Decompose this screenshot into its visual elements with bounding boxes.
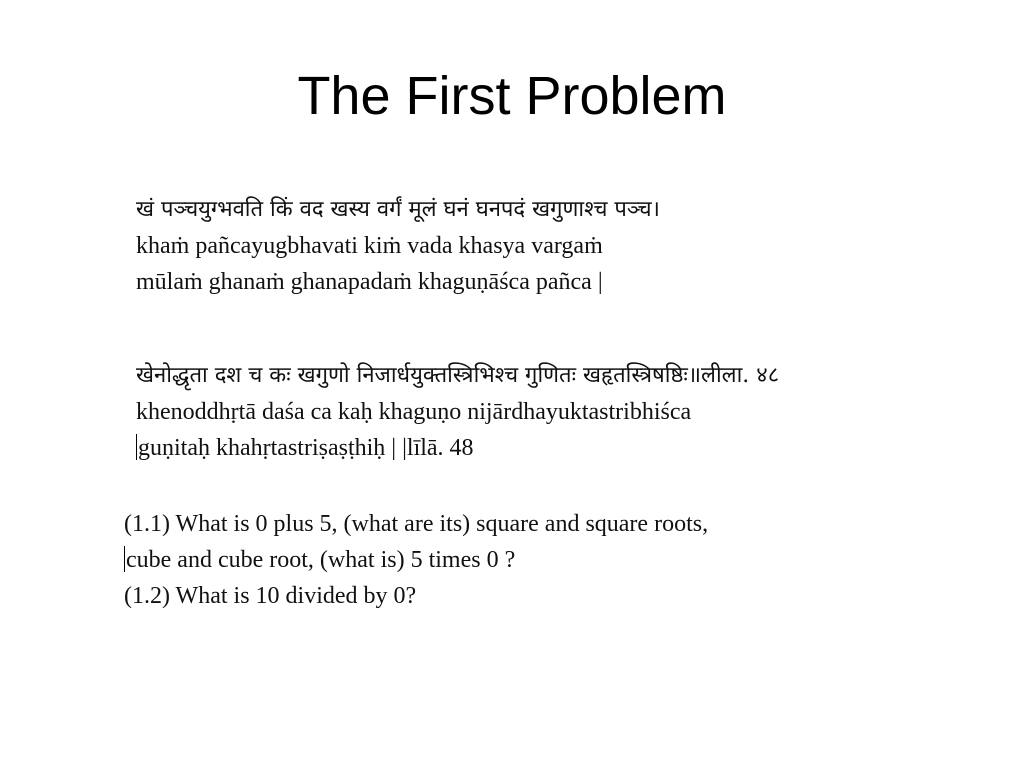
text-cursor-icon bbox=[124, 546, 125, 572]
translation-line-1: (1.1) What is 0 plus 5, (what are its) square and square roots, bbox=[124, 511, 709, 537]
verse-1-devanagari: खं पञ्चयुग्भवति किं वद खस्य वर्गं मूलं घनं घनपदं खगुणाश्च पञ्च। bbox=[136, 197, 660, 222]
slide-title: The First Problem bbox=[297, 66, 727, 126]
text-cursor-icon bbox=[136, 434, 137, 460]
verse-1 bbox=[136, 192, 660, 300]
translation-line-2-wrapper bbox=[124, 542, 708, 578]
verse-1-transliteration-line-2: mūlaṁ ghanaṁ ghanapadaṁ khaguṇāśca pañca | bbox=[136, 269, 603, 295]
translation-block bbox=[124, 506, 708, 614]
verse-2-transliteration-line-1: khenoddhṛtā daśa ca kaḥ khaguṇo nijārdhayuktastribhiśca bbox=[136, 399, 692, 425]
verse-2-transliteration-line-2: guṇitaḥ khahṛtastriṣaṣṭhiḥ | |līlā. 48 bbox=[138, 435, 474, 461]
verse-1-transliteration-line-1: khaṁ pañcayugbhavati kiṁ vada khasya vargaṁ bbox=[136, 233, 603, 259]
verse-2-devanagari: खेनोद्धृता दश च कः खगुणो निजार्धयुक्तस्त्रिभिश्च गुणितः खहृतस्त्रिषष्ठिः॥लीला. ४८ bbox=[136, 363, 780, 388]
translation-line-3: (1.2) What is 10 divided by 0? bbox=[124, 583, 417, 609]
verse-2 bbox=[136, 358, 779, 466]
translation-line-2: cube and cube root, (what is) 5 times 0 ? bbox=[126, 547, 516, 573]
verse-2-transliteration-line-2-wrapper bbox=[136, 430, 779, 466]
